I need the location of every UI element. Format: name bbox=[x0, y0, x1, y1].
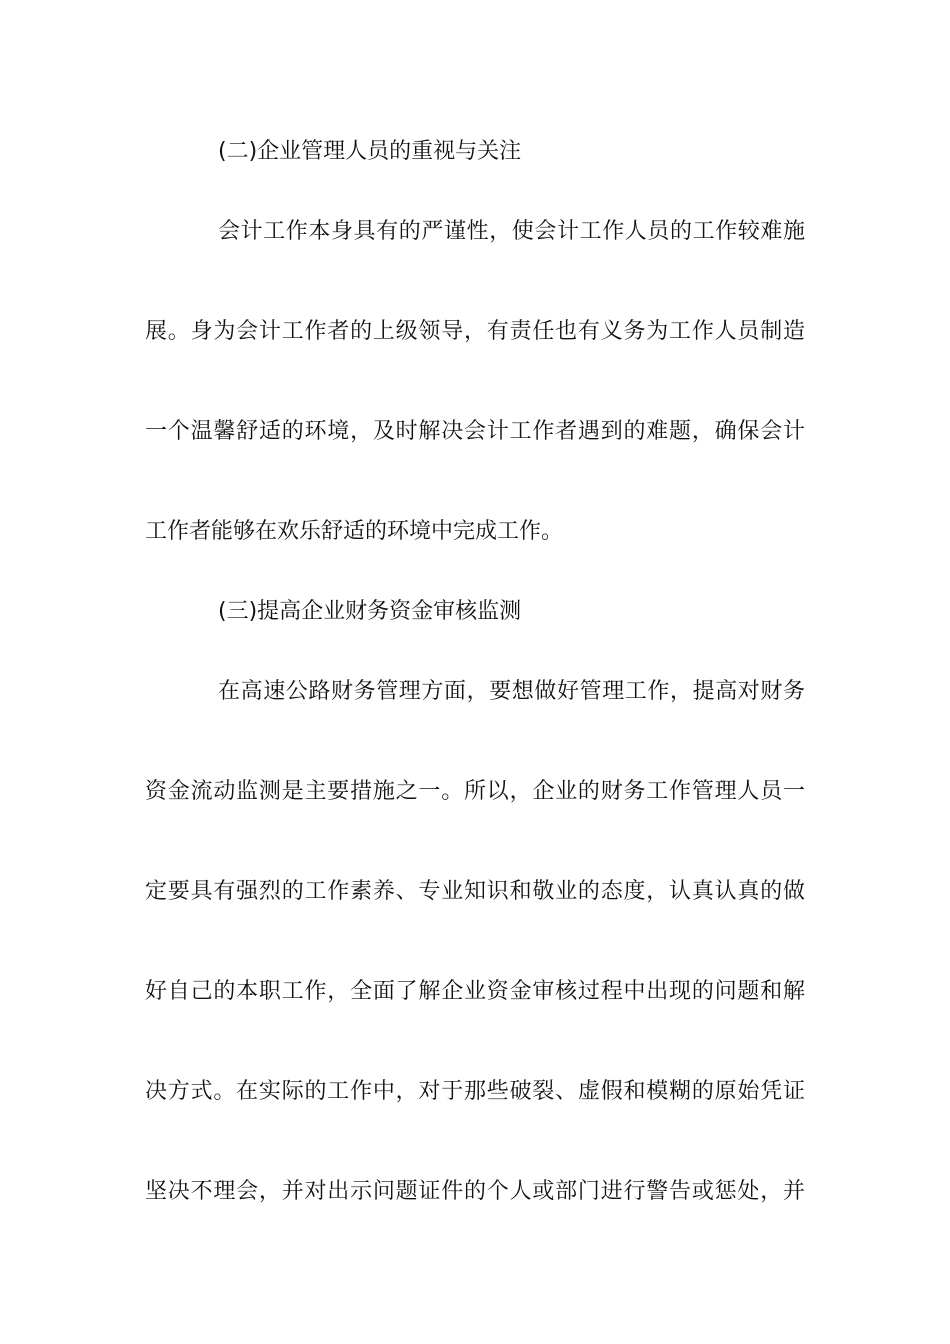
paragraph-line: 会计工作本身具有的严谨性，使会计工作人员的工作较难施 bbox=[218, 219, 805, 244]
paragraph-line: 资金流动监测是主要措施之一。所以，企业的财务工作管理人员一 bbox=[145, 779, 805, 804]
paragraph-line: 决方式。在实际的工作中，对于那些破裂、虚假和模糊的原始凭证 bbox=[145, 1079, 805, 1104]
section-heading-2: (二)企业管理人员的重视与关注 bbox=[218, 139, 522, 164]
paragraph-line: 定要具有强烈的工作素养、专业知识和敬业的态度，认真认真的做 bbox=[145, 879, 805, 904]
paragraph-line: 展。身为会计工作者的上级领导，有责任也有义务为工作人员制造 bbox=[145, 319, 805, 344]
paragraph-line: 工作者能够在欢乐舒适的环境中完成工作。 bbox=[145, 519, 564, 544]
section-heading-3: (三)提高企业财务资金审核监测 bbox=[218, 599, 522, 624]
paragraph-line: 一个温馨舒适的环境，及时解决会计工作者遇到的难题，确保会计 bbox=[145, 419, 805, 444]
paragraph-line: 在高速公路财务管理方面，要想做好管理工作，提高对财务 bbox=[218, 679, 805, 704]
paragraph-line: 坚决不理会，并对出示问题证件的个人或部门进行警告或惩处，并 bbox=[145, 1179, 805, 1204]
paragraph-line: 好自己的本职工作，全面了解企业资金审核过程中出现的问题和解 bbox=[145, 979, 805, 1004]
